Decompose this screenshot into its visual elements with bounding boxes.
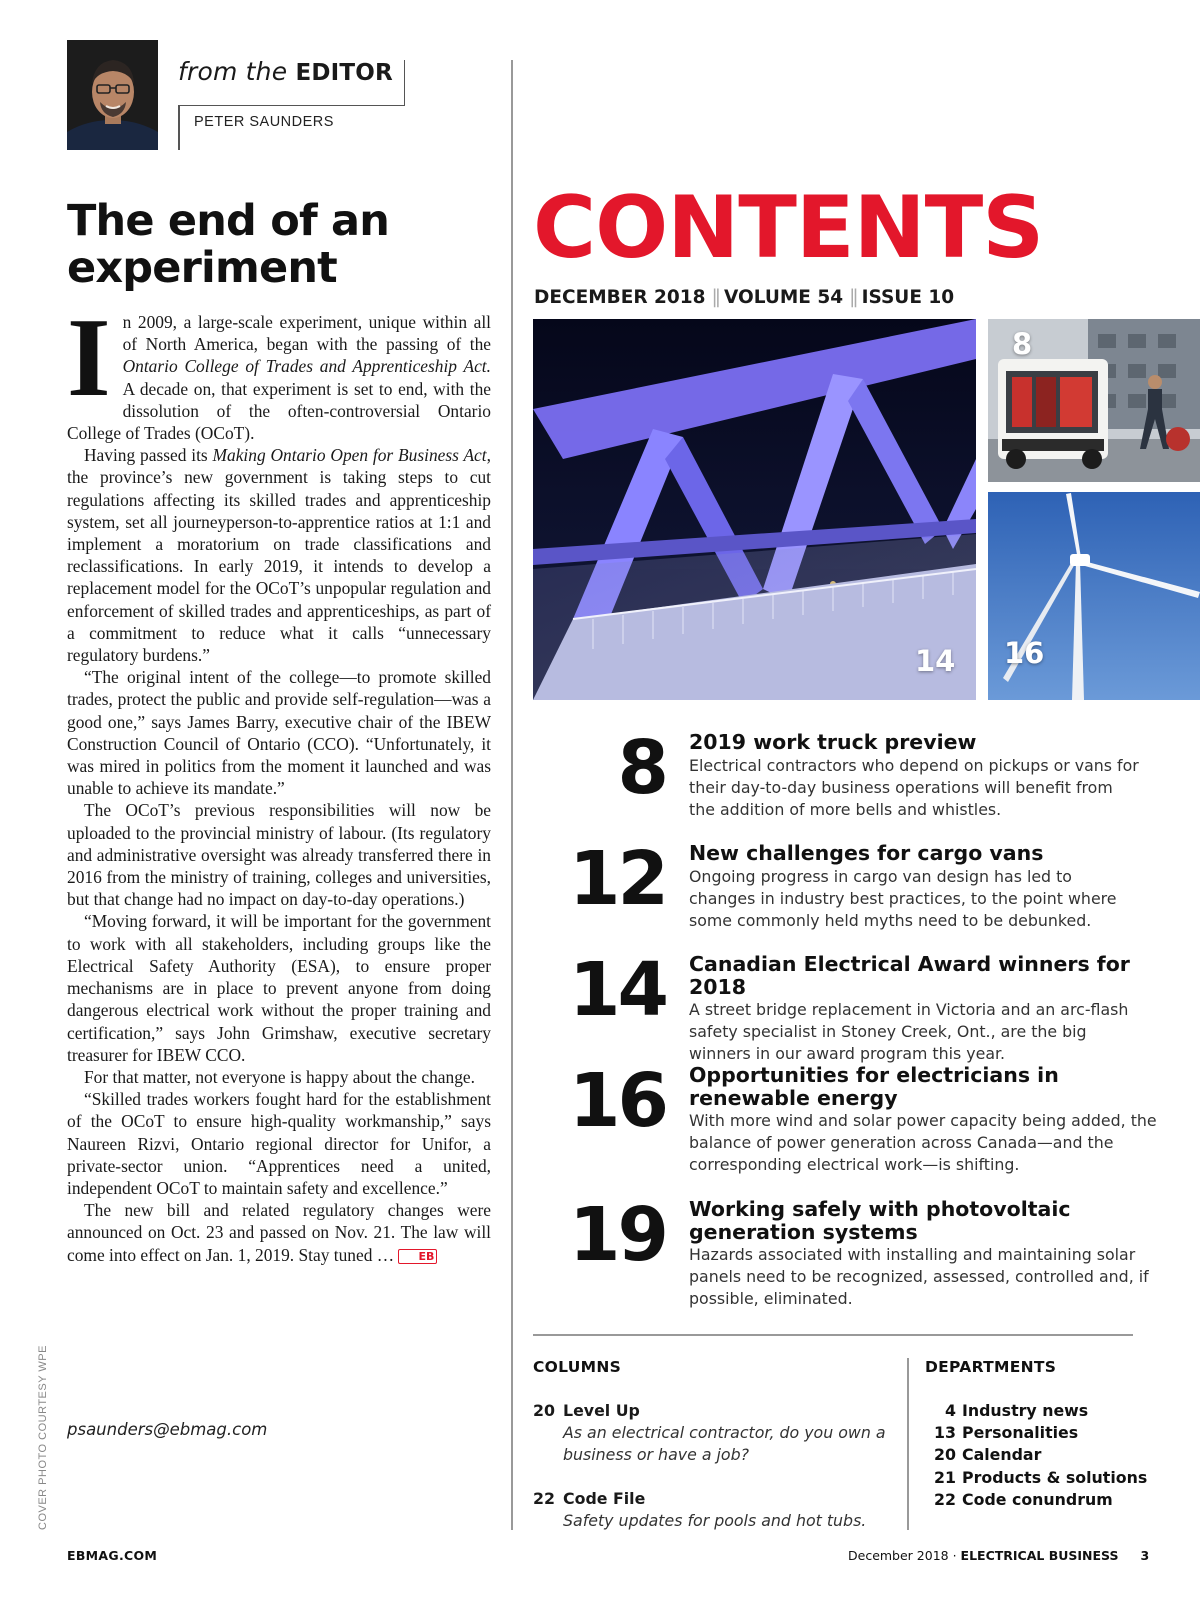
footer-date: December 2018 · xyxy=(848,1548,961,1563)
section-rule xyxy=(533,1334,1133,1336)
columns-heading: COLUMNS xyxy=(533,1358,622,1376)
article-paragraph: For that matter, not everyone is happy about the change. xyxy=(84,1066,475,1087)
editorial-article xyxy=(67,296,491,1266)
article-paragraph: The new bill and related regulatory changes were announced on Oct. 23 and passed on Nov. 21. The law will come into effect on Jan. 1, 2019. Stay tuned … EB xyxy=(67,1200,491,1265)
toc-title: 2019 work truck preview xyxy=(689,730,977,754)
contents-title: CONTENTS xyxy=(533,178,1044,278)
article-paragraph: “Moving forward, it will be important for the government to work with all stakeholders, including groups like the Electrical Safety Authority (ESA), to ensure proper mechanisms are in place to prevent anyone from doing dangerous electrical work without the proper training and certification,” says John Grimshaw, executive secretary treasurer for IBEW CCO. xyxy=(67,911,491,1065)
editor-heading-from: from the xyxy=(178,57,296,86)
footer-publication: ELECTRICAL BUSINESS xyxy=(960,1548,1119,1563)
column-entry[interactable] xyxy=(533,1488,893,1532)
column-title: Level Up xyxy=(563,1401,640,1420)
column-title: Code File xyxy=(563,1489,646,1508)
department-entry[interactable]: 4 Industry news xyxy=(945,1401,1089,1420)
eb-end-mark-icon: EB xyxy=(398,1249,437,1264)
toc-description: Hazards associated with installing and maintaining solar panels need to be recognized, assessed, controlled and, if possible, eliminated. xyxy=(689,1245,1149,1309)
toc-page-number: 16 xyxy=(569,1058,666,1144)
cover-photo-credit: COVER PHOTO COURTESY WPE xyxy=(37,1345,49,1530)
byline-rule xyxy=(178,106,180,150)
editor-email-link[interactable]: psaunders@ebmag.com xyxy=(67,1420,268,1439)
editor-name: PETER SAUNDERS xyxy=(194,114,334,130)
editor-heading-editor: EDITOR xyxy=(295,60,393,86)
toc-description: Ongoing progress in cargo van design has led to changes in industry best practices, to the point where some commonly held myths need to be debunked. xyxy=(689,866,1117,930)
toc-description: Electrical contractors who depend on pickups or vans for their day-to-day business operations will benefit from the addition of more bells and whistles. xyxy=(689,755,1139,819)
toc-description: A street bridge replacement in Victoria and an arc-flash safety specialist in Stoney Creek, Ont., are the big winners in our award program this year. xyxy=(689,1000,1129,1064)
footer-site-link[interactable]: EBMAG.COM xyxy=(67,1548,158,1563)
page-number: 3 xyxy=(1140,1548,1150,1563)
drop-cap: I xyxy=(67,296,111,420)
column-description: Safety updates for pools and hot tubs. xyxy=(563,1511,867,1530)
article-headline: The end of an experiment xyxy=(67,196,390,293)
issue-info: DECEMBER 2018 || VOLUME 54 || ISSUE 10 xyxy=(534,287,955,308)
article-paragraph: In 2009, a large-scale experiment, unique within all of North America, began with the passing of the Ontario College of Trades and Apprenticeship Act. A decade on, that experiment is set to end, with the dissolution of the often-controversial Ontario College of Trades (OCoT). xyxy=(67,296,491,444)
article-paragraph: “The original intent of the college—to promote skilled trades, protect the public and provide self-regulation—was a good one,” says James Barry, executive chair of the IBEW Construction Council of Ontario (CCO). “Unfortunately, it was mired in politics from the moment it launched and was unable to achieve its mandate.” xyxy=(67,667,491,799)
editor-heading xyxy=(178,56,393,87)
department-entry[interactable]: 22 Code conundrum xyxy=(934,1489,1113,1509)
department-entry[interactable]: 13 Personalities xyxy=(934,1423,1079,1443)
editor-photo xyxy=(67,40,158,150)
photo-page-number: 8 xyxy=(1012,327,1033,361)
toc-page-number: 14 xyxy=(569,947,666,1033)
column-divider xyxy=(511,60,513,1530)
column-description: As an electrical contractor, do you own a business or have a job? xyxy=(563,1423,886,1464)
toc-page-number: 19 xyxy=(569,1192,666,1278)
toc-page-number: 12 xyxy=(569,836,666,922)
columns-divider xyxy=(907,1358,909,1530)
photo-page-number: 14 xyxy=(915,644,956,678)
article-paragraph: Having passed its Making Ontario Open for Business Act, the province’s new government is taking steps to cut regulations affecting its skilled trades and apprenticeship system, set all journeyperson-to-apprentice ratios at 1:1 and implement a moratorium on trade classifications and reclassifications. In early 2019, it intends to develop a replacement model for the OCoT’s unpopular regulation and enforcement of skilled trades and apprenticeships, as part of a commitment to reduce what it calls “unnecessary regulatory burdens.” xyxy=(67,445,491,666)
toc-page-number: 8 xyxy=(617,725,666,811)
photo-page-number: 16 xyxy=(1004,636,1045,670)
departments-list xyxy=(918,1400,1200,1511)
toc-title: Canadian Electrical Award winners for 2018 xyxy=(689,952,1130,999)
issue-volume: VOLUME 54 xyxy=(724,287,844,308)
footer-folio xyxy=(848,1548,1149,1563)
departments-heading: DEPARTMENTS xyxy=(925,1358,1057,1376)
truck-photo[interactable] xyxy=(988,319,1200,482)
bridge-photo[interactable] xyxy=(533,319,976,700)
toc-description: With more wind and solar power capacity being added, the balance of power generation across Canada—and the corresponding electrical work—is shifting. xyxy=(689,1111,1157,1175)
column-page-number: 22 xyxy=(533,1489,555,1508)
department-entry[interactable]: 21 Products & solutions xyxy=(934,1467,1148,1487)
wind-turbine-photo[interactable] xyxy=(988,492,1200,700)
toc-title: Opportunities for electricians in renewable energy xyxy=(689,1063,1059,1110)
toc-title: New challenges for cargo vans xyxy=(689,841,1044,865)
toc-title: Working safely with photovoltaic generation systems xyxy=(689,1197,1071,1244)
issue-number: ISSUE 10 xyxy=(861,287,955,308)
department-entry[interactable]: 20 Calendar xyxy=(934,1445,1042,1465)
column-page-number: 20 xyxy=(533,1401,555,1420)
issue-date: DECEMBER 2018 xyxy=(534,287,706,308)
article-paragraph: The OCoT’s previous responsibilities will now be uploaded to the provincial ministry of labour. (Its regulatory and administrative oversight was already transferred there in 2016 from the ministry of training, colleges and universities, but that change had no impact on day-to-day operations.) xyxy=(67,800,491,910)
article-paragraph: “Skilled trades workers fought hard for the establishment of the OCoT to ensure high-quality workmanship,” says Naureen Rizvi, Ontario regional director for Unifor, a private-sector union. “Apprentices need a united, independent OCoT to maintain safety and excellence.” xyxy=(67,1089,491,1198)
column-entry[interactable] xyxy=(533,1400,893,1466)
